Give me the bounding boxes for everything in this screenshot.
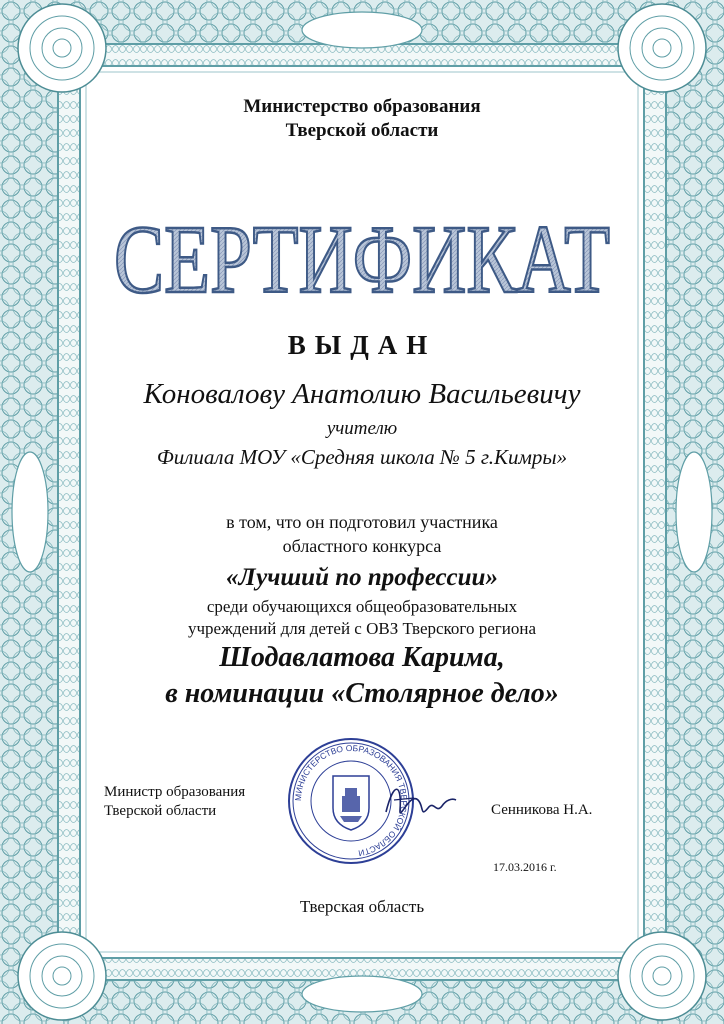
issued-label: ВЫДАН <box>287 330 437 360</box>
certificate-title-text: СЕРТИФИКАТ <box>114 206 610 314</box>
issue-date: 17.03.2016 г. <box>493 860 557 874</box>
student-block <box>0 640 724 712</box>
certificate-title <box>110 206 614 314</box>
student-name: Шодавлатова Карима, <box>219 642 505 673</box>
contest-description <box>0 596 724 640</box>
ministry-header <box>0 95 724 143</box>
signatory-role <box>104 783 245 821</box>
signatory-name: Сенникова Н.А. <box>491 802 593 818</box>
description-line-1: среди обучающихся общеобразовательных <box>206 597 518 616</box>
contest-name: «Лучший по профессии» <box>226 564 498 591</box>
handwritten-signature <box>380 770 460 830</box>
recipient-name: Коновалову Анатолию Васильевичу <box>143 378 581 410</box>
signatory-role-line-1: Министр образования <box>104 784 246 800</box>
coat-of-arms-icon <box>333 776 369 830</box>
ministry-line-1: Министерство образования <box>243 96 481 117</box>
signatory-role-line-2: Тверской области <box>104 803 217 819</box>
seal-text: МИНИСТЕРСТВО ОБРАЗОВАНИЯ ТВЕРСКОЙ ОБЛАСТИ <box>292 742 410 859</box>
description-line-2: учреждений для детей с ОВЗ Тверского региона <box>188 619 536 638</box>
region-footer: Тверская область <box>299 897 425 916</box>
recipient-school: Филиала МОУ «Средняя школа № 5 г.Кимры» <box>156 445 568 469</box>
ministry-line-2: Тверской области <box>285 120 439 141</box>
statement-line-1: в том, что он подготовил участника <box>226 512 498 532</box>
statement-line-2: областного конкурса <box>282 536 442 556</box>
nomination: в номинации «Столярное дело» <box>165 678 559 709</box>
recipient-position: учителю <box>326 418 398 439</box>
statement-text <box>0 510 724 558</box>
